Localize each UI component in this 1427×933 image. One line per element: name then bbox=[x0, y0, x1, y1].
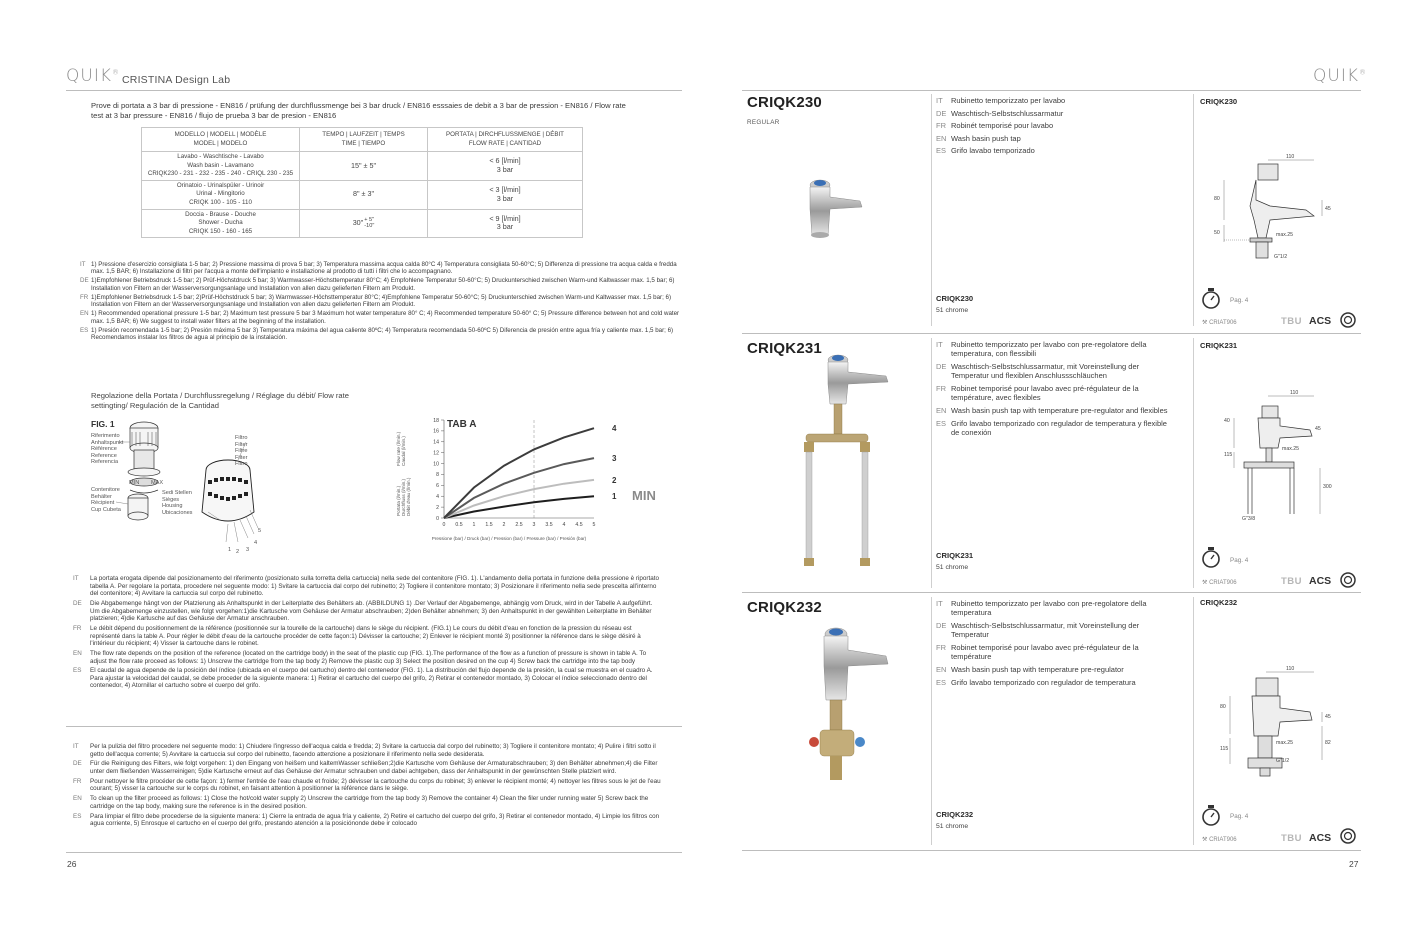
fig-number-4: 4 bbox=[254, 540, 258, 546]
cleaning-item: ES Para limpiar el filtro debe procederse de la siguiente manera: 1) Cierre la entrada de agua fría y caliente, 2) Retire el cartucho del cuerpo del grifo, 3) Retirar el contenedor montado, 4) Limpie los filtros con agua corriente, 5) Enrosque el cartucho en el cuerpo del grifo, prestando atención a la posiciónonde debe ir colocado bbox=[73, 812, 660, 828]
acs-certification: ACS bbox=[1309, 575, 1332, 587]
dim-height: 80 bbox=[1214, 196, 1220, 202]
series-label-2: 2 bbox=[612, 475, 617, 485]
y-tick-label: 10 bbox=[433, 461, 439, 468]
y-axis-label: Durchfluss (l/min.) bbox=[401, 478, 406, 516]
series-line-MIN bbox=[444, 496, 594, 518]
fig-reference-label: Riferimento Anhaltspunkt Référence Reference Referencia bbox=[91, 433, 124, 465]
fig-container-label: Contenitore Behälter Récipient Cup Cubeta bbox=[91, 487, 121, 513]
timer-icon bbox=[1200, 804, 1222, 828]
fig-max-label: MAX bbox=[151, 480, 164, 486]
regulation-text bbox=[73, 575, 663, 692]
table-header-model: MODELLO | MODELL | MODÈLE MODEL | MODELO bbox=[142, 128, 300, 152]
drawing-title: CRIQK230 bbox=[1200, 97, 1238, 106]
y-tick-label: 6 bbox=[436, 483, 439, 490]
dim-base: 115 bbox=[1220, 746, 1229, 752]
footer-divider bbox=[66, 852, 682, 853]
fig1-label: FIG. 1 bbox=[91, 419, 115, 429]
x-tick-label: 4.5 bbox=[575, 522, 583, 528]
x-tick-label: 2.5 bbox=[515, 522, 523, 528]
y-axis-label-top: Caudal (l/min.) bbox=[401, 436, 406, 466]
y-axis-label: Débit d'eau (l/min.) bbox=[406, 477, 411, 516]
x-tick-label: 3.5 bbox=[545, 522, 553, 528]
y-tick-label: 14 bbox=[433, 439, 439, 446]
min-label: MIN bbox=[632, 488, 656, 504]
table-row bbox=[142, 152, 583, 181]
description-item: ES Grifo lavabo temporizado con regulador de temperatura bbox=[936, 677, 1136, 687]
dim-thread: G"1/2 bbox=[1274, 254, 1288, 260]
note-item: ES 1) Presión recomendada 1-5 bar; 2) Presión máxima 5 bar 3) Temperatura máxima del agua caliente 80ºC; 4) Temperatura recomendada 50-60ºC 5) Diferencia de presión entre agua fría y caliente max. 1,5 bar; 6) Recomendamos instalar los filtros de agua al principio de la instalación. bbox=[80, 326, 674, 342]
table-cell-time: 8" ± 3" bbox=[300, 180, 428, 209]
fig-number-2: 2 bbox=[236, 549, 240, 555]
note-item: FR 1)Empfohlener Betriebsdruck 1-5 bar; 2)Prüf-Höchstdruck 5 bar; 3) Warmwasser-Höchsttemperatur 80°C; 4)Empfohlene Temperatur 50-60°C; 5) Druckunterschied zwischen Warm-und Kaltwasser max. 1,5 bar; 6) Installation von Filtern an der Wasserversorgungsanlage und Installation von allen dazu gelieferten Filtern am Produkt. bbox=[80, 293, 672, 309]
x-tick-label: 5 bbox=[592, 522, 596, 528]
wrench-icon: ⚒ bbox=[1202, 837, 1208, 843]
table-header-time: TEMPO | LAUFZEIT | TEMPS TIME | TIEMPO bbox=[300, 128, 428, 152]
flow-chart bbox=[388, 410, 668, 550]
y-tick-label: 12 bbox=[433, 450, 439, 457]
dim-width: 110 bbox=[1290, 390, 1299, 396]
product-code: CRIQK230 bbox=[747, 94, 822, 111]
finish-label: 51 chrome bbox=[936, 307, 969, 314]
description-item: FR Robinet temporisé pour lavabo avec pré-régulateur de la température bbox=[936, 643, 1139, 662]
description-item: IT Rubinetto temporizzato per lavabo con pre-regolatore della temperatura bbox=[936, 599, 1147, 618]
x-tick-label: 0.5 bbox=[455, 522, 463, 528]
note-item: IT 1) Pressione d'esercizio consigliata 1-5 bar; 2) Pressione massima di prova 5 bar; 3) Temperatura massima acqua calda 80°C 4) Temperatura consigliata 50-60°C; 5) Differenza di pressione tra acqua calda e fredda max. 1,5 BAR; 6) Installazione di filtri per l'acqua a monte dell'impianto e installazione al prodotto di tutti i filtri che lo accompagnano. bbox=[80, 261, 677, 276]
dim-max: max.25 bbox=[1282, 446, 1300, 452]
x-axis-label: Pressione (bar) / Druck (bar) / Pression (bar) / Pressure (bar) / Presión (bar) bbox=[431, 536, 587, 541]
fig-seats-label: Sedi Stellen Sièges Housing Ubicaciones bbox=[162, 490, 193, 516]
product-divider bbox=[742, 592, 1361, 593]
finish-label: 51 chrome bbox=[936, 823, 969, 830]
footer-divider bbox=[742, 850, 1361, 851]
quik-logo: QUIK® bbox=[1313, 66, 1367, 86]
spare-code: ⚒ CRIAT906 bbox=[1202, 837, 1237, 843]
description-item: EN Wash basin push tap with temperature pre-regulator and flexibles bbox=[936, 406, 1168, 415]
flow-rate-table bbox=[141, 127, 583, 238]
tbu-certification: TBU bbox=[1281, 316, 1303, 327]
dim-width: 110 bbox=[1286, 154, 1295, 160]
regulation-item: IT La portata erogata dipende dal posizionamento del riferimento (posizionato sulla torretta della cartuccia) nella sede del contenitore (FIG. 1). L'andamento della portata in funzione della pressione è riportato tabella A. Per regolare la portata, procedere nel seguente modo: 1) Svitare la cartuccia dal corpo del rubinetto; 2) Togliere il contenitore montato; 3) Posizionare il riferimento nella sede prescelta all'interno del contenitore; 4) Avvitare la cartuccia sul corpo del rubinetto. bbox=[73, 575, 659, 598]
page-ref: Pag. 4 bbox=[1230, 813, 1249, 820]
dim-max: max.25 bbox=[1276, 232, 1294, 238]
table-cell-flow: < 3 [l/min] 3 bar bbox=[428, 180, 583, 209]
technical-drawing bbox=[1194, 150, 1354, 265]
x-tick-label: 4 bbox=[562, 522, 566, 528]
column-divider bbox=[931, 597, 932, 845]
drawing-title: CRIQK232 bbox=[1200, 598, 1238, 607]
page-ref: Pag. 4 bbox=[1230, 557, 1249, 564]
cleaning-text bbox=[73, 743, 663, 830]
tbu-certification: TBU bbox=[1281, 833, 1303, 844]
wrench-icon: ⚒ bbox=[1202, 320, 1208, 326]
regulation-item: FR Le débit dépend du positionnement de la référence (positionnée sur la tourelle de la cartouche) dans le siège du récipient. (FIG.1) Le cours du débit d'eau en fonction de la pression du réseau est représenté dans la table A. Pour régler le débit d'eau de la cartouche procéder de cette façon:1) Dévisser la cartouche; 2) Enlever le récipient monté 3) positionner la référence dans le siège désiré à l'intérieur du récipient; 4) Visser la cartouche dans le robinet. bbox=[73, 624, 641, 648]
y-tick-label: 16 bbox=[433, 428, 439, 435]
section-divider bbox=[66, 726, 682, 727]
y-tick-label: 0 bbox=[436, 515, 439, 522]
finish-label: 51 chrome bbox=[936, 564, 969, 571]
technical-drawing bbox=[1194, 388, 1354, 523]
y-tick-label: 2 bbox=[436, 504, 439, 511]
note-item: DE 1)Empfohlener Betriebsdruck 1-5 bar; 2) Prüf-Höchstdruck 5 bar; 3) Warmwasser-Höchsttemperatur 80°C; 4) Empfohlene Temperatur 50-60°C; 5) Druckunterschied zwischen Warm-und Kaltwasser max. 1,5 bar; 6) Installation von Filtern an der Wasserversorgungsanlage und Installation von allen dazu gelieferten Filtern am Produkt. bbox=[80, 277, 675, 292]
product-descriptions bbox=[936, 599, 1176, 690]
dim-depth: 82 bbox=[1325, 740, 1331, 746]
regulation-item: DE Die Abgabemenge hängt von der Platzierung als Anhaltspunkt in der Leiterplatte des Behälters ab. (ABBILDUNG 1) .Der Verlauf der Abgabemenge, abhängig vom Druck, wird in der Tabelle A aufgeführt. Um die Abgabemenge einzustellen, wie folgt vorgehen:1)die Kartusche vom Gehäuse der Armatur abschrauben; 2)den Behälter abnehmen; 3) den Anhaltspunkt in der gewählten Leiterplatte im Behälter platzieren; 4)die Kartusche auf das Gehäuse der Armatur anschrauben. bbox=[73, 599, 653, 623]
table-header-flow: PORTATA | DIRCHFLUSSMENGE | DÉBIT FLOW RATE | CANTIDAD bbox=[428, 128, 583, 152]
right-page bbox=[714, 0, 1427, 933]
timer-icon bbox=[1200, 287, 1222, 311]
table-cell-model: Orinatoio - Urinalspüler - Urinoir Urinal - Mingitorio CRIQK 100 - 105 - 110 bbox=[142, 180, 300, 209]
product-descriptions bbox=[936, 340, 1176, 441]
acs-certification: ACS bbox=[1309, 315, 1332, 327]
header-divider bbox=[66, 90, 682, 91]
article-code: CRIQK232 bbox=[936, 810, 974, 819]
dim-thread: G"3/8 bbox=[1242, 516, 1256, 522]
regulation-heading: Regolazione della Portata / Durchflussregelung / Réglage du débit/ Flow rate settingting/ Regulación de la Cantidad bbox=[91, 391, 349, 410]
fig-number-5: 5 bbox=[258, 528, 262, 534]
description-item: IT Rubinetto temporizzato per lavabo con pre-regolatore della temperatura, con flessibili bbox=[936, 340, 1147, 359]
note-item: EN 1) Recommended operational pressure 1-5 bar; 2) Maximum test pressure 5 bar 3 Maximum hot water temperature 80° C; 4) Recommended temperature 50-60° C; 5) Pressure difference between hot and cold water max. 1,5 BAR; 6) We suggest to install water filters at the beginning of the installation. bbox=[80, 310, 680, 325]
product-code: CRIQK232 bbox=[747, 599, 822, 616]
fig-filter-label: Filtro Filter Filtre Filter Filtro bbox=[235, 435, 248, 467]
product-divider bbox=[742, 333, 1361, 334]
timer-icon bbox=[1200, 546, 1222, 570]
page-ref: Pag. 4 bbox=[1230, 297, 1249, 304]
dim-height: 40 bbox=[1224, 418, 1230, 424]
dim-base: 50 bbox=[1214, 230, 1220, 236]
flow-test-heading: Prove di portata a 3 bar di pressione - EN816 / prüfung der durchflussmenge bei 3 bar druck / EN816 esssaies de debit a 3 bar de pression - EN816 / Flow rate test at 3 bar pressure - EN816 / flujo de prueba 3 bar de presion - EN816 bbox=[91, 101, 626, 120]
quik-logo: QUIK® bbox=[66, 66, 120, 86]
fig-number-1: 1 bbox=[228, 547, 232, 553]
x-tick-label: 3 bbox=[532, 522, 536, 528]
description-item: DE Waschtisch-Selbstschlussarmatur, mit Voreinstellung der Temperatur und flexiblen Anschlussschläuchen bbox=[936, 362, 1140, 381]
brand-name: CRISTINA Design Lab bbox=[122, 74, 231, 86]
cleaning-item: DE Für die Reinigung des Filters, wie folgt vorgehen: 1) den Eingang von heißem und kaltemWasser schließen;2)die Kartusche vom Gehäuse der Armaturabschrauben; 3) den Behälter abnehmen;4) die Filter unter dem fließenden Wasserreinigen; 5)die Kartusche erneut auf das Gehäuse der Armatur schrauben und dabei achtgeben, dass der Anhaltspunkt in der gewünschten Stelle platziert wird. bbox=[73, 760, 658, 775]
table-row bbox=[142, 180, 583, 209]
x-tick-label: 2 bbox=[502, 522, 506, 528]
x-tick-label: 1 bbox=[472, 522, 476, 528]
series-label-4: 4 bbox=[612, 424, 617, 434]
dim-base: 115 bbox=[1224, 452, 1233, 458]
dim-thread: G"1/2 bbox=[1276, 758, 1290, 764]
table-row bbox=[142, 209, 583, 238]
product-descriptions bbox=[936, 96, 1176, 159]
product-subtitle: REGULAR bbox=[747, 119, 780, 126]
table-cell-flow: < 9 [l/min] 3 bar bbox=[428, 209, 583, 238]
y-axis-label: Portata (l/min.) bbox=[396, 485, 401, 516]
fig-number-3: 3 bbox=[246, 547, 250, 553]
spare-code: ⚒ CRIAT906 bbox=[1202, 320, 1237, 326]
technical-drawing bbox=[1194, 664, 1354, 779]
table-header-row bbox=[142, 128, 583, 152]
x-tick-label: 0 bbox=[442, 522, 446, 528]
wrench-icon: ⚒ bbox=[1202, 580, 1208, 586]
cleaning-item: IT Per la pulizia del filtro procedere nel seguente modo: 1) Chiudere l'ingresso dell'acqua calda e fredda; 2) Svitare la cartuccia dal corpo del rubinetto; 3) Togliere il contenitore montato; 4) Pulire i filtri sotto il getto dell'acqua corrente; 5) Avvitare la cartuccia sul corpo del rubinetto, facendo attenzione a posizionare il riferimento nella sede desiderata. bbox=[73, 743, 656, 758]
cleaning-item: FR Pour nettoyer le filtre procéder de cette façon: 1) fermer l'entrée de l'eau chaude et froide; 2) dévisser la cartouche du corps du robinet; 3) enlever le récipient monté; 4) nettoyer les filtres sous le jet de l'eau courant; 5) visser la cartouche sur le corps du robinet, en faisant attention à positionner la référence dans le siège. bbox=[73, 777, 661, 793]
y-tick-label: 4 bbox=[436, 494, 439, 501]
dim-spout: 45 bbox=[1325, 714, 1331, 720]
regulation-item: ES El caudal de agua depende de la posición del índice (ubicada en el cuerpo del cartucho) dentro del contenedor (FIG. 1). La distribución del flujo depende de la presión, la cual se muestra en el cuadro A. Para ajustar la velocidad del caudal, se debe proceder de la siguiente manera: 1) Retirar el cartucho del cuerpo del grifo, 2) Retirar el contenedor montado, 3) Colocar el índice seleccionado dentro del contenedor, 4) Atornillar el cartucho sobre el cuerpo del grifo. bbox=[73, 667, 653, 690]
product-image bbox=[794, 620, 894, 790]
table-cell-flow: < 6 [l/min] 3 bar bbox=[428, 152, 583, 181]
certification-seal-icon bbox=[1339, 570, 1357, 590]
cleaning-item: EN To clean up the filter proceed as follows: 1) Close the hot/cold water supply 2) Unscrew the cartridge from the tap body 3) Remove the container 4) Clean the filer under running water 5) Screw back the cartridge on the tap body, making sure the reference is in the desired position. bbox=[73, 795, 649, 810]
description-item: ES Grifo lavabo temporizado bbox=[936, 146, 1035, 156]
page-number: 26 bbox=[67, 859, 77, 869]
dim-width: 110 bbox=[1286, 666, 1295, 672]
table-cell-time: 15" ± 5" bbox=[300, 152, 428, 181]
description-item: DE Waschtisch-Selbstschlussarmatur bbox=[936, 108, 1064, 118]
spare-code: ⚒ CRIAT906 bbox=[1202, 580, 1237, 586]
description-item: IT Rubinetto temporizzato per lavabo bbox=[936, 96, 1066, 105]
regulation-item: EN The flow rate depends on the position of the reference (located on the cartridge body) in the seat of the plastic cup (FIG. 1).The performance of the flow as a function of pressure is shown in table A. To adjust the flow rate proceed as follows: 1) Unscrew the cartridge from the tap body 2) Remove the plastic cup 3) Select the position desired on the cup 4) Screw back the cartridge into the tap body bbox=[73, 649, 647, 665]
product-image bbox=[794, 352, 904, 577]
tbu-certification: TBU bbox=[1281, 576, 1303, 587]
table-cell-model: Lavabo - Waschtische - Lavabo Wash basin - Lavamano CRIQK230 - 231 - 232 - 235 - 240 - CRIQL 230 - 235 bbox=[142, 152, 300, 181]
fig-min-label: MIN bbox=[129, 480, 140, 486]
dim-height: 80 bbox=[1220, 704, 1226, 710]
product-image bbox=[782, 175, 872, 250]
description-item: EN Wash basin push tap with temperature pre-regulator bbox=[936, 665, 1124, 674]
page-number: 27 bbox=[1349, 859, 1359, 869]
table-cell-time: 30" + 5" -10" bbox=[300, 209, 428, 238]
column-divider bbox=[931, 338, 932, 588]
series-label-MIN: 1 bbox=[612, 492, 617, 502]
article-code: CRIQK231 bbox=[936, 551, 974, 560]
description-item: DE Waschtisch-Selbstschlussarmatur, mit Voreinstellung der Temperatur bbox=[936, 621, 1140, 640]
description-item: FR Robinet temporisé pour lavabo avec pré-régulateur de la température, avec flexibles bbox=[936, 384, 1139, 403]
article-code: CRIQK230 bbox=[936, 294, 974, 303]
certification-seal-icon bbox=[1339, 826, 1357, 846]
description-item: ES Grifo lavabo temporizado con regulador de temperatura y flexible de conexión bbox=[936, 418, 1167, 437]
dim-spout: 45 bbox=[1325, 206, 1331, 212]
chart-title: TAB A bbox=[447, 419, 477, 430]
acs-certification: ACS bbox=[1309, 832, 1332, 844]
dim-max: max.25 bbox=[1276, 740, 1294, 746]
x-tick-label: 1.5 bbox=[485, 522, 493, 528]
description-item: EN Wash basin push tap bbox=[936, 133, 1021, 143]
description-item: FR Robinét temporisé pour lavabo bbox=[936, 121, 1054, 131]
y-tick-label: 8 bbox=[436, 472, 439, 479]
dim-hose: 300 bbox=[1323, 484, 1332, 490]
table-cell-model: Doccia - Brause - Douche Shower - Ducha CRIQK 150 - 160 - 165 bbox=[142, 209, 300, 238]
dim-spout: 45 bbox=[1315, 426, 1321, 432]
header-divider bbox=[742, 90, 1361, 91]
product-code: CRIQK231 bbox=[747, 340, 822, 357]
column-divider bbox=[931, 94, 932, 326]
left-page bbox=[0, 0, 713, 933]
operating-notes bbox=[80, 261, 680, 343]
drawing-title: CRIQK231 bbox=[1200, 341, 1238, 350]
series-label-3: 3 bbox=[612, 454, 617, 464]
y-tick-label: 18 bbox=[433, 417, 439, 424]
y-axis-label-top: Flow rate (l/min.) bbox=[396, 431, 401, 466]
certification-seal-icon bbox=[1339, 310, 1357, 330]
